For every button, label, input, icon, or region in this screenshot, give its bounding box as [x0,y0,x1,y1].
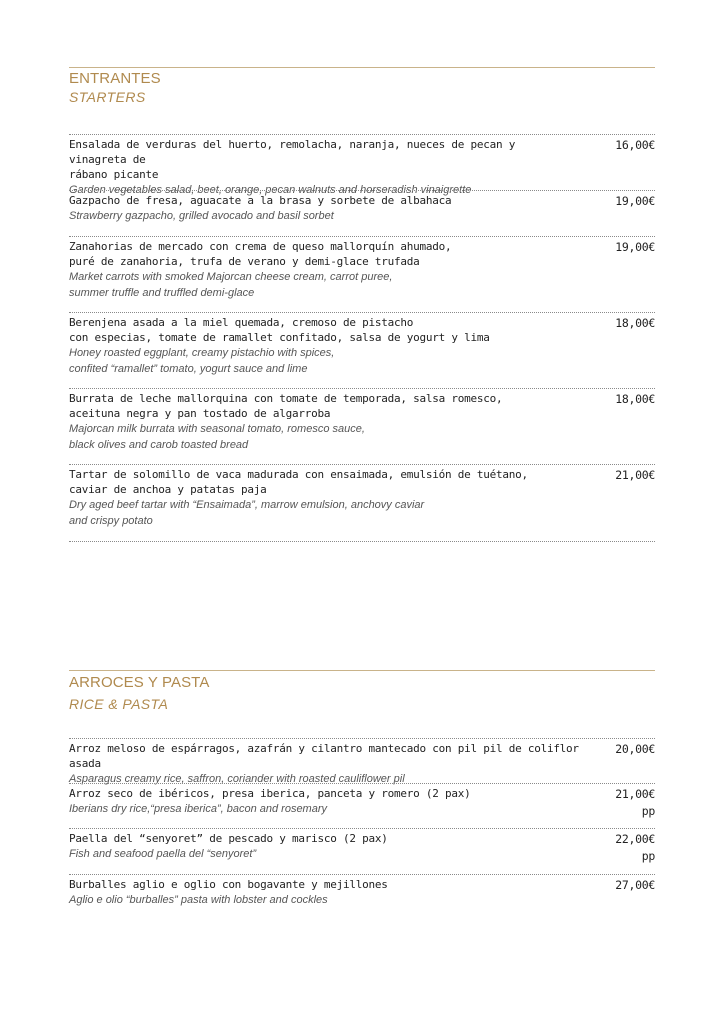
section-title-es: ENTRANTES [69,70,161,87]
item-divider [69,828,655,829]
menu-item [69,315,655,377]
menu-item [69,786,655,817]
menu-item [69,193,655,224]
item-price: 21,00€ [615,468,655,482]
item-price: 18,00€ [615,392,655,406]
item-price: 21,00€ pp [615,787,655,818]
section-top-rule [69,67,655,68]
item-divider [69,312,655,313]
item-name-en: Aglio e olio “burballes” pasta with lobster and cockles [69,894,328,906]
item-price: 20,00€ [615,742,655,756]
item-price: 19,00€ [615,194,655,208]
menu-item [69,877,655,908]
section-title-en: STARTERS [69,89,146,105]
item-name-en: Asparagus creamy rice, saffron, coriander with roasted cauliflower pil [69,773,405,785]
section-title-en: RICE & PASTA [69,696,169,712]
section-title-es: ARROCES Y PASTA [69,674,210,691]
menu-item [69,239,655,301]
item-name-es: Gazpacho de fresa, aguacate a la brasa y sorbete de albahaca [69,194,452,207]
item-divider [69,388,655,389]
menu-item [69,831,655,862]
item-name-en: Garden vegetables salad, beet, orange, pecan walnuts and horseradish vinaigrette [69,184,472,196]
menu-item [69,467,655,529]
item-name-es: Paella del “senyoret” de pescado y marisco (2 pax) [69,832,388,845]
item-name-en: Strawberry gazpacho, grilled avocado and basil sorbet [69,210,334,222]
item-name-es: Berenjena asada a la miel quemada, cremoso de pistacho con especias, tomate de ramallet confitado, salsa de yogurt y lima [69,316,490,344]
menu-item [69,137,655,198]
menu-item [69,741,655,787]
section-end-divider [69,541,655,542]
item-name-en: Fish and seafood paella del “senyoret” [69,848,257,860]
item-divider [69,464,655,465]
item-name-es: Tartar de solomillo de vaca madurada con ensaimada, emulsión de tuétano, caviar de anchoa y patatas paja [69,468,528,496]
item-divider [69,236,655,237]
item-name-es: Zanahorias de mercado con crema de queso mallorquín ahumado, puré de zanahoria, trufa de verano y demi-glace trufada [69,240,452,268]
item-price: 19,00€ [615,240,655,254]
item-name-en: Market carrots with smoked Majorcan cheese cream, carrot puree, summer truffle and truffled demi-glace [69,271,393,299]
item-divider [69,738,655,739]
item-name-es: Burballes aglio e oglio con bogavante y mejillones [69,878,388,891]
item-name-es: Ensalada de verduras del huerto, remolacha, naranja, nueces de pecan y vinagreta de rábano picante [69,138,516,181]
item-divider [69,874,655,875]
item-divider [69,783,655,784]
item-name-en: Iberians dry rice,“presa iberica”, bacon and rosemary [69,803,328,815]
item-price: 27,00€ [615,878,655,892]
item-price: 16,00€ [615,138,655,152]
item-name-es: Arroz meloso de espárragos, azafrán y cilantro mantecado con pil pil de coliflor asada [69,742,579,770]
item-name-es: Arroz seco de ibéricos, presa iberica, panceta y romero (2 pax) [69,787,471,800]
item-name-es: Burrata de leche mallorquina con tomate de temporada, salsa romesco, aceituna negra y pan tostado de algarroba [69,392,503,420]
item-divider [69,134,655,135]
item-name-en: Dry aged beef tartar with “Ensaimada”, marrow emulsion, anchovy caviar and crispy potato [69,499,425,527]
item-divider [69,190,655,191]
section-top-rule [69,670,655,671]
item-price: 18,00€ [615,316,655,330]
item-name-en: Majorcan milk burrata with seasonal tomato, romesco sauce, black olives and carob toasted bread [69,423,365,451]
item-name-en: Honey roasted eggplant, creamy pistachio with spices, confited “ramallet” tomato, yogurt sauce and lime [69,347,335,375]
item-price: 22,00€ pp [615,832,655,863]
menu-item [69,391,655,453]
